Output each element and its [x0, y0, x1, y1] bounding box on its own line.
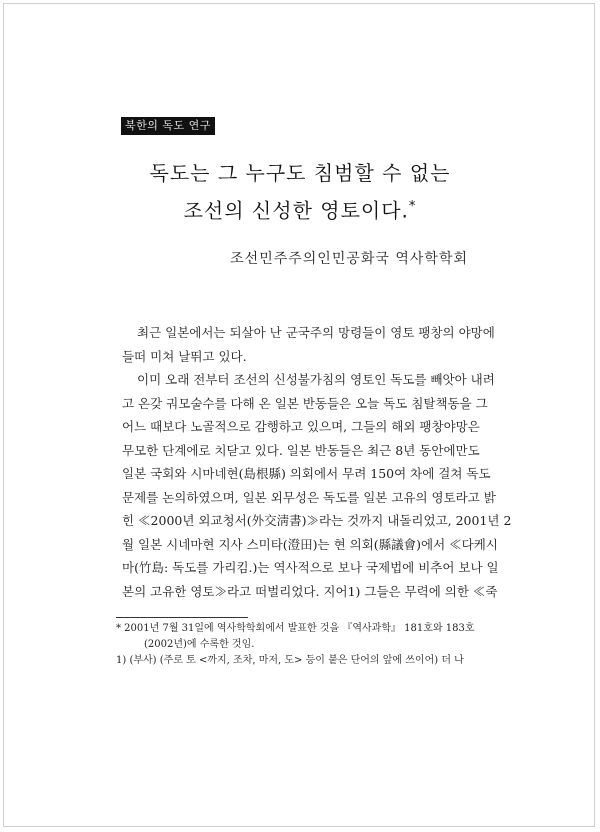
body-line: 최근 일본에서는 되살아 난 군국주의 망령들이 영토 팽창의 야망에	[137, 325, 495, 340]
footnotes	[116, 621, 486, 669]
footnote-line: (2002년)에 수록한 것임.	[144, 639, 255, 650]
page-title-line-1	[0, 160, 600, 186]
body-line: 들떠 미쳐 날뛰고 있다.	[122, 348, 247, 364]
title-footnote-mark: *	[408, 199, 417, 214]
footnote-line: * 2001년 7월 31일에 역사학학회에서 발표한 것을 『역사과학』 181호와 183호	[116, 623, 475, 634]
article-body	[122, 321, 512, 603]
title-text-2: 조선의 신성한 영토이다.	[183, 198, 409, 223]
section-tag: 북한의 독도 연구	[121, 117, 215, 135]
footnote-divider	[116, 617, 248, 618]
body-line: 어느 때보다 노골적으로 감행하고 있으며, 그들의 해외 팽창야망은	[122, 419, 480, 434]
body-line: 무모한 단계에로 치닫고 있다. 일본 반동들은 최근 8년 동안에만도	[122, 442, 480, 458]
body-line: 문제를 논의하였으며, 일본 외무성은 독도를 일본 고유의 영토라고 밝	[122, 489, 496, 505]
body-line: 본의 고유한 영토≫라고 떠벌리었다. 지어1) 그들은 무력에 의한 ≪죽	[122, 583, 498, 599]
body-line: 힌 ≪2000년 외교청서(外交淸書)≫라는 것까지 내돌리었고, 2001년 2	[122, 513, 512, 528]
body-line: 고 온갖 궈모술수를 다해 온 일본 반동들은 오늘 독도 침탈책동을 그	[122, 395, 488, 411]
footnote-line: 1) (부사) (주로 토 <까지, 조차, 마저, 도> 등이 붙은 단어의 앞에 쓰이어) 더 나	[116, 655, 464, 666]
body-line: 마(竹島: 독도를 가리킴.)는 역사적으로 보나 국제법에 비추어 보나 일	[122, 560, 499, 575]
body-line: 일본 국회와 시마네현(島根縣) 의회에서 무려 150여 차에 걸쳐 독도	[122, 466, 491, 481]
page-title-line-2	[0, 194, 600, 224]
author-byline: 조선민주주의인민공화국 역사학학회	[230, 251, 468, 267]
body-line: 이미 오래 전부터 조선의 신성불가침의 영토인 독도를 빼앗아 내려	[137, 372, 495, 387]
title-text-1: 독도는 그 누구도 침범할 수 없는	[149, 161, 451, 185]
body-line: 월 일본 시네마현 지사 스미타(澄田)는 현 의회(縣議會)에서 ≪다케시	[122, 536, 498, 552]
